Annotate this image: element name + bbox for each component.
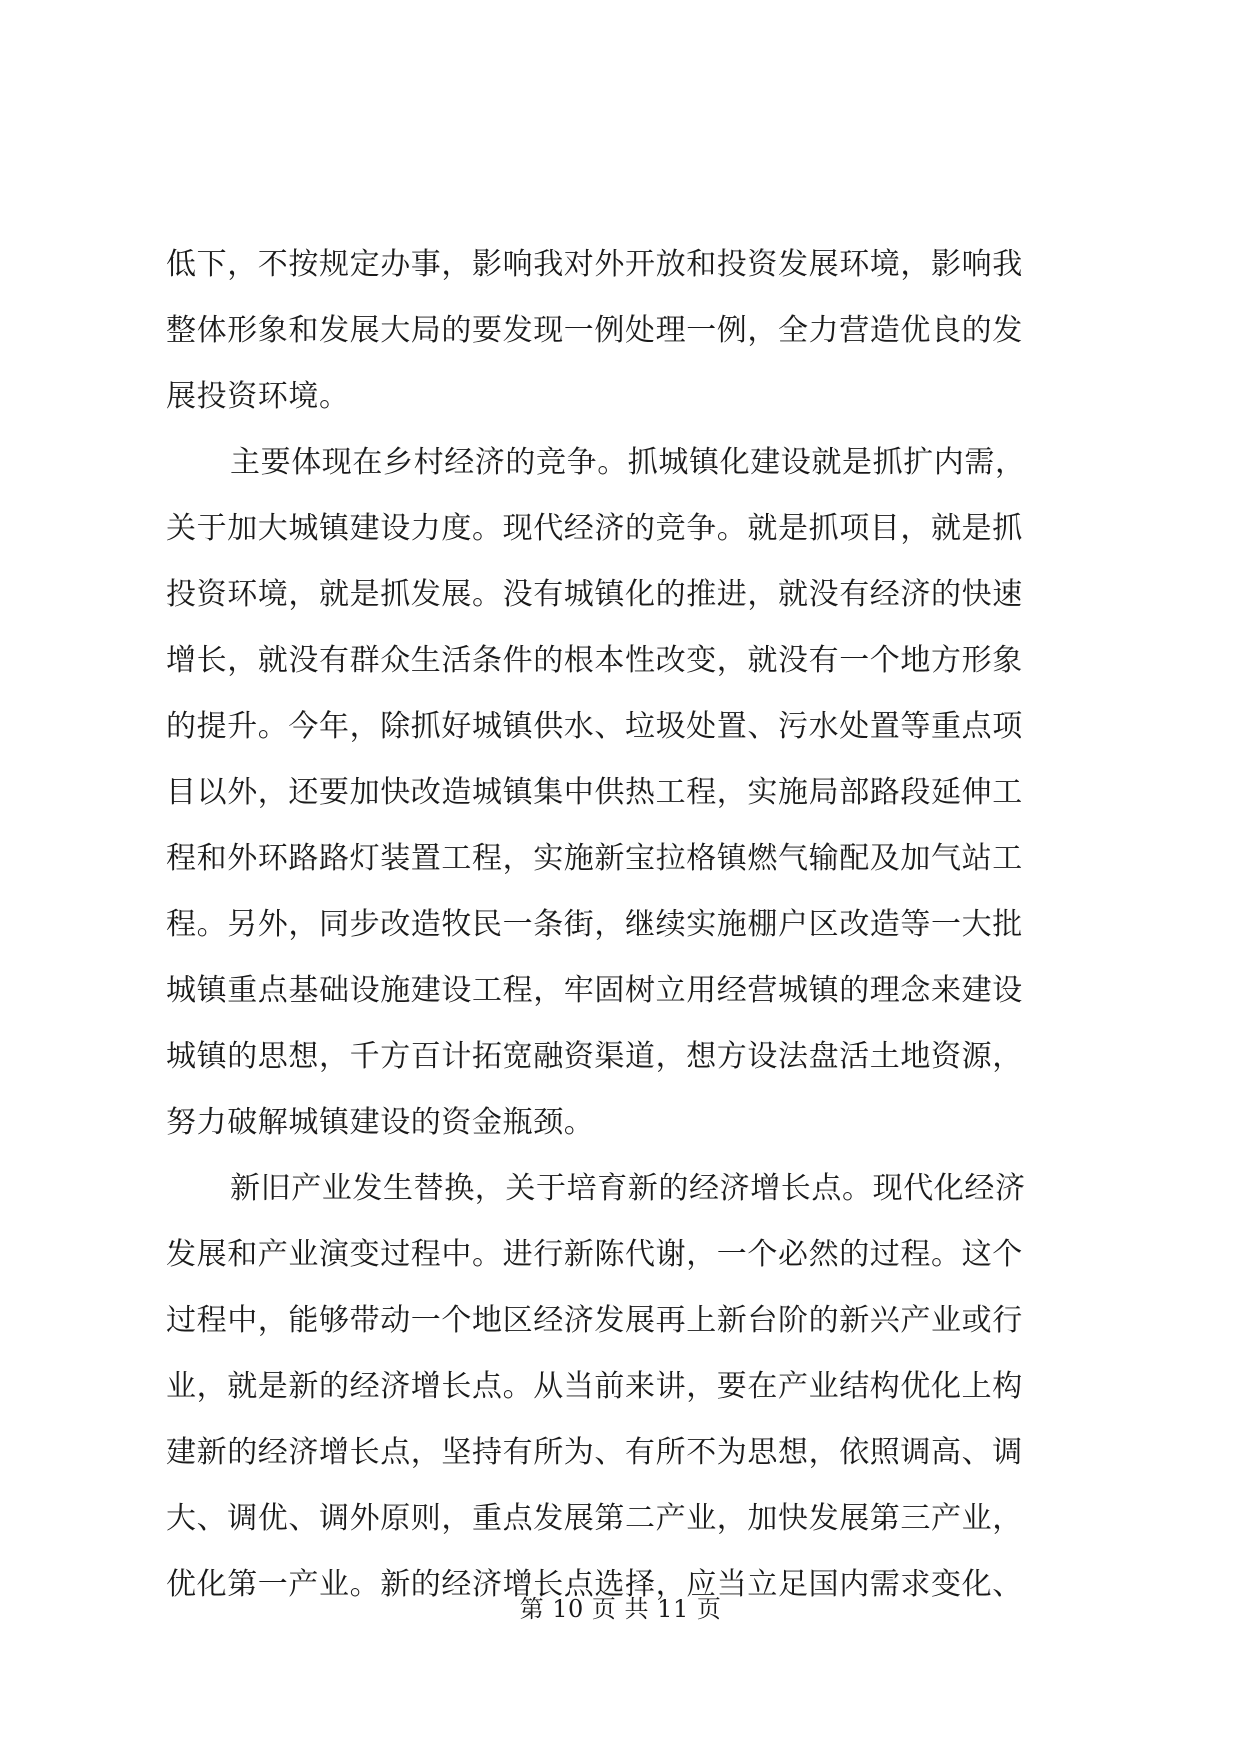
text-line: 目以外，还要加快改造城镇集中供热工程，实施局部路段延伸工 [166,775,1023,810]
text-line: 大、调优、调外原则，重点发展第二产业，加快发展第三产业， [166,1501,1023,1536]
text-line: 程和外环路路灯装置工程，实施新宝拉格镇燃气输配及加气站工 [166,841,1023,876]
text-line: 关于加大城镇建设力度。现代经济的竞争。就是抓项目，就是抓 [166,511,1023,546]
page-footer [0,1594,1241,1624]
text-line: 展投资环境。 [166,379,350,414]
text-line: 的提升。今年，除抓好城镇供水、垃圾处置、污水处置等重点项 [166,709,1023,744]
text-line: 城镇重点基础设施建设工程，牢固树立用经营城镇的理念来建设 [166,973,1023,1008]
paragraph-first-line: 新旧产业发生替换，关于培育新的经济增长点。现代化经济 [230,1171,1026,1206]
text-line: 整体形象和发展大局的要发现一例处理一例，全力营造优良的发 [166,313,1023,348]
text-line: 程。另外，同步改造牧民一条街，继续实施棚户区改造等一大批 [166,907,1023,942]
text-line: 发展和产业演变过程中。进行新陈代谢，一个必然的过程。这个 [166,1237,1023,1272]
text-line: 优化第一产业。新的经济增长点选择，应当立足国内需求变化、 [166,1567,1023,1602]
page-number-label: 第 10 页 共 11 页 [519,1595,722,1623]
text-line: 过程中，能够带动一个地区经济发展再上新台阶的新兴产业或行 [166,1303,1023,1338]
text-line: 建新的经济增长点，坚持有所为、有所不为思想，依照调高、调 [166,1435,1023,1470]
text-line: 增长，就没有群众生活条件的根本性改变，就没有一个地方形象 [166,643,1023,678]
text-line: 城镇的思想，千方百计拓宽融资渠道，想方设法盘活土地资源， [166,1039,1023,1074]
text-line: 业，就是新的经济增长点。从当前来讲，要在产业结构优化上构 [166,1369,1023,1404]
text-line: 努力破解城镇建设的资金瓶颈。 [166,1105,595,1140]
paragraph-first-line: 主要体现在乡村经济的竞争。抓城镇化建设就是抓扩内需， [230,445,1026,480]
text-line: 低下，不按规定办事，影响我对外开放和投资发展环境，影响我 [166,247,1023,282]
document-body [166,232,1076,1618]
text-line: 投资环境，就是抓发展。没有城镇化的推进，就没有经济的快速 [166,577,1023,612]
